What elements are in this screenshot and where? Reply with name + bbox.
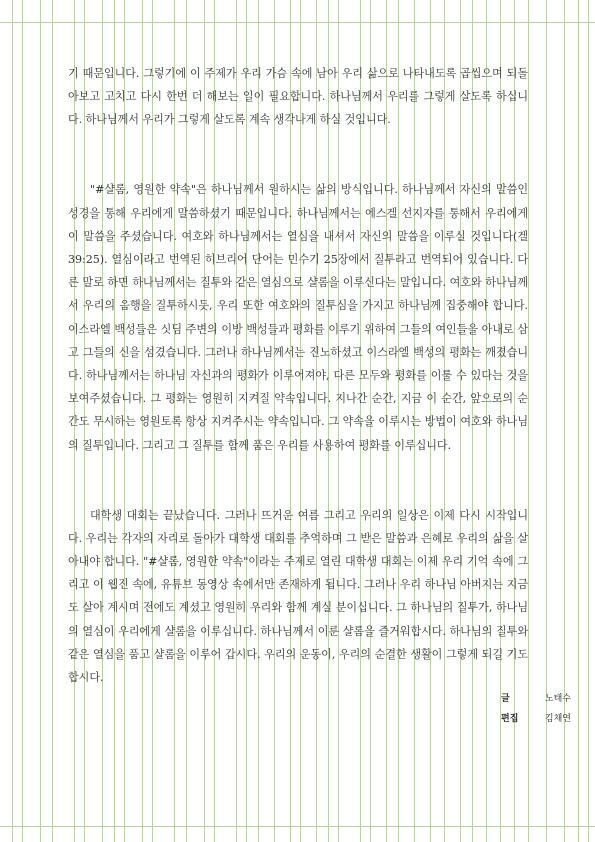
guide-line-vertical: [578, 0, 579, 842]
credit-editor: [501, 711, 571, 724]
paragraph-3: 대학생 대회는 끝났습니다. 그러나 뜨거운 여름 그리고 우리의 일상은 이제 다시 시작입니다. 우리는 각자의 자리로 돌아가 대학생 대회를 추억하며 그 받은 말씀과 은혜로 우리의 삶을 살아내야 합니다. "#샬롬, 영원한 약속"이라는 주제로 열린 대학생 대회는 이제 우리 기억 속에 그리고 이 웹진 속에, 유튜브 동영상 속에서만 존재하게 됩니다. 그러나 우리 하나님 아버지는 지금도 살아 계시며 전에도 계셨고 영원히 우리와 함께 계실 분이십니다. 그 하나님의 질투가, 하나님의 열심이 우리에게 샬롬을 이루십니다. 하나님께서 이룬 샬롬을 즐거워합시다. 하나님의 질투와 같은 열심을 품고 샬롬을 이루어 갑시다. 우리의 운동이, 우리의 순결한 생활이 그렇게 되길 기도합시다.: [68, 508, 528, 685]
credit-name: 노태수: [544, 694, 571, 704]
paragraph-gap: [68, 457, 528, 480]
guide-line-vertical: [52, 0, 53, 842]
credit-name: 김채연: [544, 714, 571, 724]
paragraph-2: "#샬롬, 영원한 약속"은 하나님께서 원하시는 삶의 방식입니다. 하나님께서 자신의 말씀인 성경을 통해 우리에게 말씀하셨기 때문입니다. 하나님께서는 에스겔 선지자를 통해서 우리에게 이 말씀을 주셨습니다. 여호와 하나님께서는 열심을 내셔서 자신의 말씀을 이루실 것입니다(겔 39:25). 열심이라고 번역된 히브리어 단어는 민수기 25장에서 질투라고 번역되어 있습니다. 다른 말로 하면 하나님께서는 질투와 같은 열심으로 샬롬을 이루신다는 말입니다. 여호와 하나님께서 우리의 음행을 질투하시듯, 우리 또한 여호와의 질투심을 가지고 하나님께 집중해야 합니다. 이스라엘 백성들은 싯딤 주변의 이방 백성들과 평화를 이루기 위하여 그들의 여인들을 아내로 삼고 그들의 신을 섬겼습니다. 그러나 하나님께서는 진노하셨고 이스라엘 백성의 평화는 깨졌습니다. 하나님께서는 하나님 자신과의 평화가 이루어져야, 다른 모두와 평화를 이룰 수 있다는 것을 보여주셨습니다. 그 평화는 영원히 지켜질 약속입니다. 지나간 순간, 지금 이 순간, 앞으로의 순간도 무시하는 영원토록 항상 지켜주시는 약속입니다. 그 약속을 이루시는 방법이 여호와 하나님의 질투입니다. 그리고 그 질투를 함께 품은 우리를 사용하여 평화를 이루십니다.: [68, 183, 528, 452]
paragraph-gap: [68, 132, 528, 155]
guide-line-vertical: [588, 0, 589, 842]
guide-line-horizontal: [0, 826, 595, 827]
guide-line-vertical: [12, 0, 13, 842]
paragraph-gap: [68, 155, 528, 178]
credit-label: 편집: [501, 714, 519, 724]
article-body: [68, 62, 528, 689]
paragraph-1: 기 때문입니다. 그렇기에 이 주제가 우리 가슴 속에 남아 우리 삶으로 나타내도록 곱씹으며 되돌아보고 고치고 다시 한번 더 해보는 일이 필요합니다. 하나님께서 우리를 그렇게 살도록 하십니다. 하나님께서 우리가 그렇게 살도록 계속 생각나게 하실 것입니다.: [68, 67, 528, 127]
credit-label: 글: [501, 694, 510, 704]
credit-writer: [501, 691, 571, 704]
guide-line-vertical: [40, 0, 41, 842]
guide-line-horizontal: [0, 22, 595, 23]
guide-line-vertical: [22, 0, 23, 842]
credits: [501, 691, 571, 724]
paragraph-gap: [68, 480, 528, 503]
